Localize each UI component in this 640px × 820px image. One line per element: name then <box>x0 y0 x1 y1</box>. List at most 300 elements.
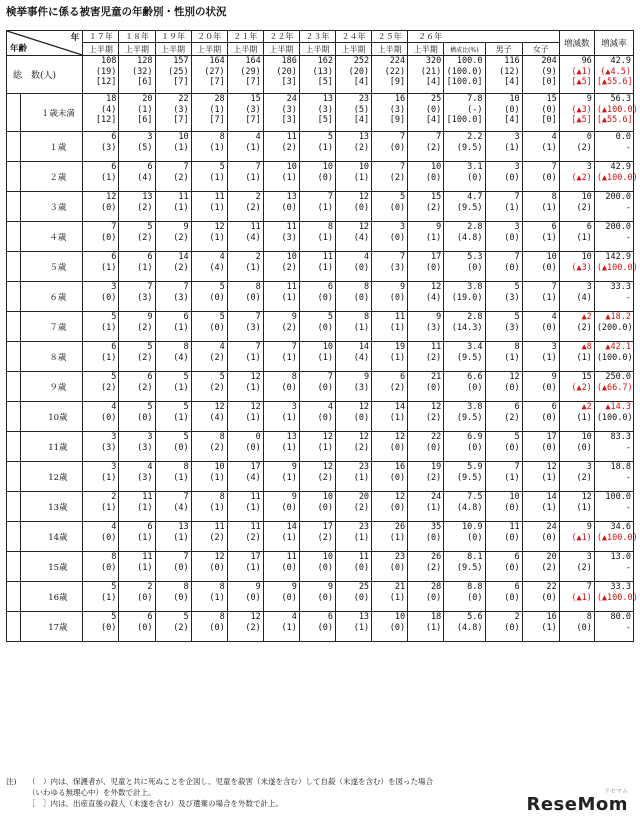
value-cell <box>408 612 444 642</box>
value-cell <box>119 94 155 132</box>
row-indent <box>7 94 21 132</box>
value-main: 5 <box>514 312 520 322</box>
value-cell <box>83 282 119 312</box>
value-cell <box>191 342 227 372</box>
period-header: 上半期 <box>155 43 191 56</box>
value-main: 13 <box>286 192 297 202</box>
value-cell <box>444 192 485 222</box>
value-cell <box>485 94 522 132</box>
value-main: 19 <box>394 342 406 352</box>
value-paren: (29) <box>240 66 261 77</box>
value-cell <box>485 612 522 642</box>
value-cell <box>485 312 522 342</box>
value-paren: (3) <box>281 104 297 115</box>
value-main: 16 <box>394 94 406 104</box>
value-cell <box>485 162 522 192</box>
value-cell <box>372 312 408 342</box>
value-cell <box>559 372 594 402</box>
value-main: 142.9 <box>605 252 631 262</box>
value-cell <box>522 282 559 312</box>
row-indent <box>7 342 21 372</box>
value-cell <box>299 94 335 132</box>
value-cell <box>444 462 485 492</box>
value-bracket: [▲5] <box>571 115 592 125</box>
value-paren: (1) <box>541 502 557 513</box>
value-cell <box>299 582 335 612</box>
value-main: 11 <box>322 252 333 262</box>
value-paren: (▲100.0) <box>596 262 638 273</box>
value-main: ▲18.2 <box>605 312 631 322</box>
value-bracket: [4] <box>353 115 370 125</box>
value-paren: (3) <box>353 382 370 393</box>
value-main: 24 <box>286 94 297 104</box>
value-cell <box>119 192 155 222</box>
value-cell <box>522 612 559 642</box>
value-main: 10 <box>214 462 225 472</box>
value-main: 3 <box>514 222 520 232</box>
value-main: 12 <box>250 402 261 412</box>
value-cell <box>227 312 263 342</box>
value-cell <box>522 312 559 342</box>
value-cell <box>594 132 633 162</box>
value-paren: (2) <box>425 562 442 573</box>
value-paren: (100.0) <box>596 412 633 423</box>
value-paren: (2) <box>504 412 520 423</box>
value-paren: (2) <box>389 382 406 393</box>
value-bracket: [9] <box>389 77 406 87</box>
value-paren: (1) <box>101 322 117 333</box>
year-header: １９年 <box>155 31 191 43</box>
value-cell <box>227 612 263 642</box>
value-cell <box>263 582 299 612</box>
value-main: 0.0 <box>615 132 631 142</box>
value-main: 9 <box>400 282 406 292</box>
value-paren: (0) <box>353 562 370 573</box>
value-main: 35 <box>431 522 442 532</box>
value-cell <box>119 612 155 642</box>
value-cell <box>227 222 263 252</box>
value-cell <box>485 132 522 162</box>
value-bracket: [3] <box>281 115 297 125</box>
row-indent <box>7 282 21 312</box>
value-main: 164 <box>245 56 261 66</box>
value-main: 3 <box>400 222 406 232</box>
value-cell <box>522 402 559 432</box>
value-main: 9 <box>183 222 189 232</box>
value-paren: (1) <box>389 412 406 423</box>
row-indent <box>7 612 21 642</box>
value-paren: (4.8) <box>456 622 483 633</box>
value-main: 7 <box>514 462 520 472</box>
value-cell <box>155 522 191 552</box>
value-paren: (0) <box>541 412 557 423</box>
value-main: 11 <box>214 522 225 532</box>
value-paren: (1) <box>576 352 592 363</box>
value-main: 8 <box>514 342 520 352</box>
value-cell <box>227 432 263 462</box>
value-cell <box>83 222 119 252</box>
value-cell <box>263 56 299 94</box>
value-paren: (0) <box>504 262 520 273</box>
value-paren: (0) <box>425 172 442 183</box>
value-cell <box>594 402 633 432</box>
value-main: 5 <box>183 432 189 442</box>
value-cell <box>335 94 371 132</box>
value-main: 2 <box>255 192 261 202</box>
row-indent <box>7 432 21 462</box>
value-main: 5 <box>111 312 117 322</box>
value-cell <box>444 132 485 162</box>
value-paren: (3) <box>173 104 189 115</box>
value-main: 3.8 <box>467 282 483 292</box>
value-paren: - <box>625 292 631 303</box>
value-main: 4 <box>363 252 370 262</box>
value-cell <box>444 582 485 612</box>
value-cell <box>594 342 633 372</box>
value-main: 12 <box>214 402 225 412</box>
value-cell <box>263 252 299 282</box>
value-paren: (22) <box>384 66 406 77</box>
corner-header <box>7 31 83 56</box>
value-main: 8 <box>327 222 333 232</box>
value-paren: (4) <box>173 502 189 513</box>
value-main: 8 <box>219 432 225 442</box>
value-cell <box>485 462 522 492</box>
value-main: 10 <box>286 162 297 172</box>
page-title: 検挙事件に係る被害児童の年齢別・性別の状況 <box>6 6 227 18</box>
value-cell <box>594 56 633 94</box>
value-cell <box>299 612 335 642</box>
value-paren: (3) <box>389 104 406 115</box>
value-paren: (2) <box>137 322 153 333</box>
value-cell <box>594 192 633 222</box>
value-cell <box>155 282 191 312</box>
value-paren: (2) <box>281 262 297 273</box>
row-label-age: ２歳 <box>21 162 83 192</box>
value-main: 9 <box>147 312 153 322</box>
value-paren: (0) <box>389 562 406 573</box>
value-main: ▲8 <box>581 342 592 352</box>
value-main: 10 <box>322 492 333 502</box>
value-cell <box>485 402 522 432</box>
value-cell <box>227 342 263 372</box>
value-main: 3.4 <box>467 342 483 352</box>
value-paren: (0) <box>173 442 189 453</box>
footnotes <box>6 776 433 809</box>
value-paren: (14.3) <box>451 322 483 333</box>
row-label-age: 12歳 <box>21 462 83 492</box>
value-paren: (0) <box>281 202 297 213</box>
value-paren: (▲66.7) <box>596 382 633 393</box>
value-cell <box>559 282 594 312</box>
row-label-age: 15歳 <box>21 552 83 582</box>
value-cell <box>227 94 263 132</box>
row-label-age: ５歳 <box>21 252 83 282</box>
row-label-age: ９歳 <box>21 372 83 402</box>
value-cell <box>444 342 485 372</box>
row-label-age: 17歳 <box>21 612 83 642</box>
value-main: 204 <box>541 56 557 66</box>
value-cell <box>227 282 263 312</box>
value-cell <box>444 372 485 402</box>
value-cell <box>408 432 444 462</box>
value-main: 7 <box>327 192 333 202</box>
value-paren: (1) <box>281 412 297 423</box>
value-paren: (0) <box>425 104 442 115</box>
value-cell <box>485 492 522 522</box>
value-paren: (1) <box>245 352 261 363</box>
value-main: 7 <box>586 582 592 592</box>
value-paren: (3) <box>137 292 153 303</box>
value-main: 6 <box>111 252 117 262</box>
value-paren: (▲4.5) <box>600 66 631 77</box>
row-label-age: １歳 <box>21 132 83 162</box>
value-paren: (0) <box>541 442 557 453</box>
row-indent <box>7 132 21 162</box>
value-cell <box>155 312 191 342</box>
value-paren: (1) <box>245 172 261 183</box>
value-main: 11 <box>142 552 153 562</box>
value-main: 12 <box>509 372 520 382</box>
value-cell <box>299 56 335 94</box>
value-paren: - <box>625 472 631 483</box>
value-cell <box>83 312 119 342</box>
value-main: 4 <box>219 252 225 262</box>
value-paren: (5) <box>353 104 370 115</box>
value-paren: (2) <box>541 562 557 573</box>
value-main: 10 <box>581 432 592 442</box>
value-main: 8.1 <box>467 552 483 562</box>
value-main: 24 <box>431 492 442 502</box>
value-paren: (0) <box>389 502 406 513</box>
value-cell <box>408 282 444 312</box>
value-paren: (▲3) <box>571 262 592 273</box>
value-main: 5 <box>514 432 520 442</box>
value-cell <box>335 162 371 192</box>
value-main: 6 <box>327 282 333 292</box>
value-cell <box>155 402 191 432</box>
value-cell <box>155 492 191 522</box>
value-main: ▲42.1 <box>605 342 631 352</box>
value-paren: (0) <box>317 292 333 303</box>
value-cell <box>594 312 633 342</box>
value-main: 7 <box>147 282 153 292</box>
value-paren: (12) <box>499 66 520 77</box>
value-cell <box>83 552 119 582</box>
value-main: 5 <box>400 192 406 202</box>
value-main: 24 <box>546 522 557 532</box>
value-main: 6 <box>514 552 520 562</box>
value-cell <box>372 402 408 432</box>
value-cell <box>191 522 227 552</box>
period-header: 上半期 <box>372 43 408 56</box>
value-bracket: [7] <box>173 115 189 125</box>
footnote-line <box>6 798 433 809</box>
value-main: 320 <box>425 56 442 66</box>
value-paren: (2) <box>425 472 442 483</box>
value-cell <box>119 492 155 522</box>
value-main: 4 <box>551 312 557 322</box>
value-main: 28 <box>214 94 225 104</box>
value-main: 8 <box>363 312 370 322</box>
value-cell <box>299 192 335 222</box>
value-cell <box>335 192 371 222</box>
value-cell <box>372 132 408 162</box>
value-main: 16 <box>394 462 406 472</box>
period-header: 上半期 <box>227 43 263 56</box>
value-cell <box>559 312 594 342</box>
value-paren: (1) <box>425 232 442 243</box>
value-paren: (0) <box>101 622 117 633</box>
value-cell <box>594 492 633 522</box>
value-main: 3 <box>586 162 592 172</box>
value-main: 7 <box>514 252 520 262</box>
value-cell <box>191 402 227 432</box>
value-cell <box>594 612 633 642</box>
value-cell <box>299 552 335 582</box>
footnote-text: ［ ］内は、出産直後の殺人（未遂を含む）及び遺棄の場合を外数で計上。 <box>28 799 283 808</box>
value-main: 5 <box>147 222 153 232</box>
value-paren: (2) <box>101 382 117 393</box>
value-main: 8 <box>363 282 370 292</box>
value-cell <box>444 552 485 582</box>
row-indent <box>7 312 21 342</box>
value-cell <box>299 462 335 492</box>
value-paren: (1) <box>173 382 189 393</box>
value-cell <box>119 162 155 192</box>
value-paren: (0) <box>281 382 297 393</box>
value-main: 12 <box>394 492 406 502</box>
value-cell <box>299 222 335 252</box>
watermark-subtext: リセマム <box>604 788 628 795</box>
value-main: 10 <box>358 162 370 172</box>
value-main: 2.8 <box>467 222 483 232</box>
value-main: 6 <box>147 252 153 262</box>
value-bracket: [4] <box>504 77 520 87</box>
value-cell <box>263 342 299 372</box>
row-label-age: 16歳 <box>21 582 83 612</box>
value-bracket: [4] <box>425 115 442 125</box>
value-paren: (3) <box>317 104 333 115</box>
value-paren: (1) <box>281 172 297 183</box>
value-main: 12 <box>431 282 442 292</box>
value-paren: (1) <box>173 322 189 333</box>
value-cell <box>83 432 119 462</box>
value-bracket: [7] <box>245 115 261 125</box>
value-main: 186 <box>281 56 297 66</box>
value-paren: (0) <box>281 502 297 513</box>
value-paren: - <box>625 502 631 513</box>
value-cell <box>372 462 408 492</box>
value-cell <box>119 312 155 342</box>
value-main: 100.0 <box>605 492 631 502</box>
value-paren: (0) <box>389 442 406 453</box>
value-paren: (4) <box>173 352 189 363</box>
value-paren: (4) <box>137 172 153 183</box>
value-paren: (21) <box>420 66 442 77</box>
value-paren: (▲1) <box>571 592 592 603</box>
value-main: 23 <box>358 522 370 532</box>
value-paren: (1) <box>245 262 261 273</box>
value-main: 200.0 <box>605 222 631 232</box>
value-main: 10 <box>322 552 333 562</box>
value-main: 7 <box>255 312 261 322</box>
value-paren: (1) <box>209 502 225 513</box>
value-main: 7 <box>255 342 261 352</box>
value-cell <box>372 162 408 192</box>
value-main: 2 <box>514 612 520 622</box>
value-paren: (0) <box>467 172 483 183</box>
value-main: 4 <box>551 132 557 142</box>
value-main: 56.3 <box>610 94 631 104</box>
value-cell <box>559 162 594 192</box>
value-cell <box>191 612 227 642</box>
value-cell <box>335 432 371 462</box>
value-cell <box>155 582 191 612</box>
value-paren: (2) <box>173 262 189 273</box>
value-main: 8 <box>291 372 297 382</box>
value-paren: (1) <box>317 202 333 213</box>
table-body <box>7 56 638 642</box>
value-bracket: [7] <box>209 115 225 125</box>
value-main: 5 <box>111 582 117 592</box>
value-main: 14 <box>546 492 557 502</box>
value-cell <box>444 56 485 94</box>
value-paren: (1) <box>353 622 370 633</box>
value-cell <box>191 282 227 312</box>
value-main: 12 <box>250 612 261 622</box>
value-paren: (▲1) <box>571 532 592 543</box>
period-header: 上半期 <box>263 43 299 56</box>
value-cell <box>263 402 299 432</box>
table-row <box>7 282 634 312</box>
value-cell <box>335 522 371 552</box>
value-cell <box>559 462 594 492</box>
value-paren: (2) <box>425 142 442 153</box>
value-main: 7 <box>183 552 189 562</box>
value-cell <box>155 162 191 192</box>
row-indent <box>7 192 21 222</box>
value-cell <box>559 132 594 162</box>
value-paren: (0) <box>389 622 406 633</box>
value-main: 14 <box>394 402 406 412</box>
value-cell <box>485 552 522 582</box>
value-cell <box>444 282 485 312</box>
value-cell <box>155 612 191 642</box>
value-paren: (1) <box>504 142 520 153</box>
value-paren: (0) <box>389 142 406 153</box>
value-paren: (0) <box>576 622 592 633</box>
value-paren: (1) <box>317 442 333 453</box>
value-paren: (0) <box>576 442 592 453</box>
value-main: 11 <box>286 282 297 292</box>
value-main: 7 <box>183 162 189 172</box>
table-row <box>7 552 634 582</box>
value-paren: (0) <box>101 232 117 243</box>
value-cell <box>191 162 227 192</box>
value-paren: (2) <box>425 202 442 213</box>
value-paren: (3) <box>425 322 442 333</box>
value-main: 18 <box>431 612 442 622</box>
value-cell <box>227 522 263 552</box>
value-main: 10 <box>394 612 406 622</box>
value-cell <box>155 552 191 582</box>
value-paren: (1) <box>245 562 261 573</box>
value-cell <box>594 432 633 462</box>
value-main: 12 <box>322 432 333 442</box>
value-paren: (1) <box>173 532 189 543</box>
value-paren: (0) <box>137 592 153 603</box>
